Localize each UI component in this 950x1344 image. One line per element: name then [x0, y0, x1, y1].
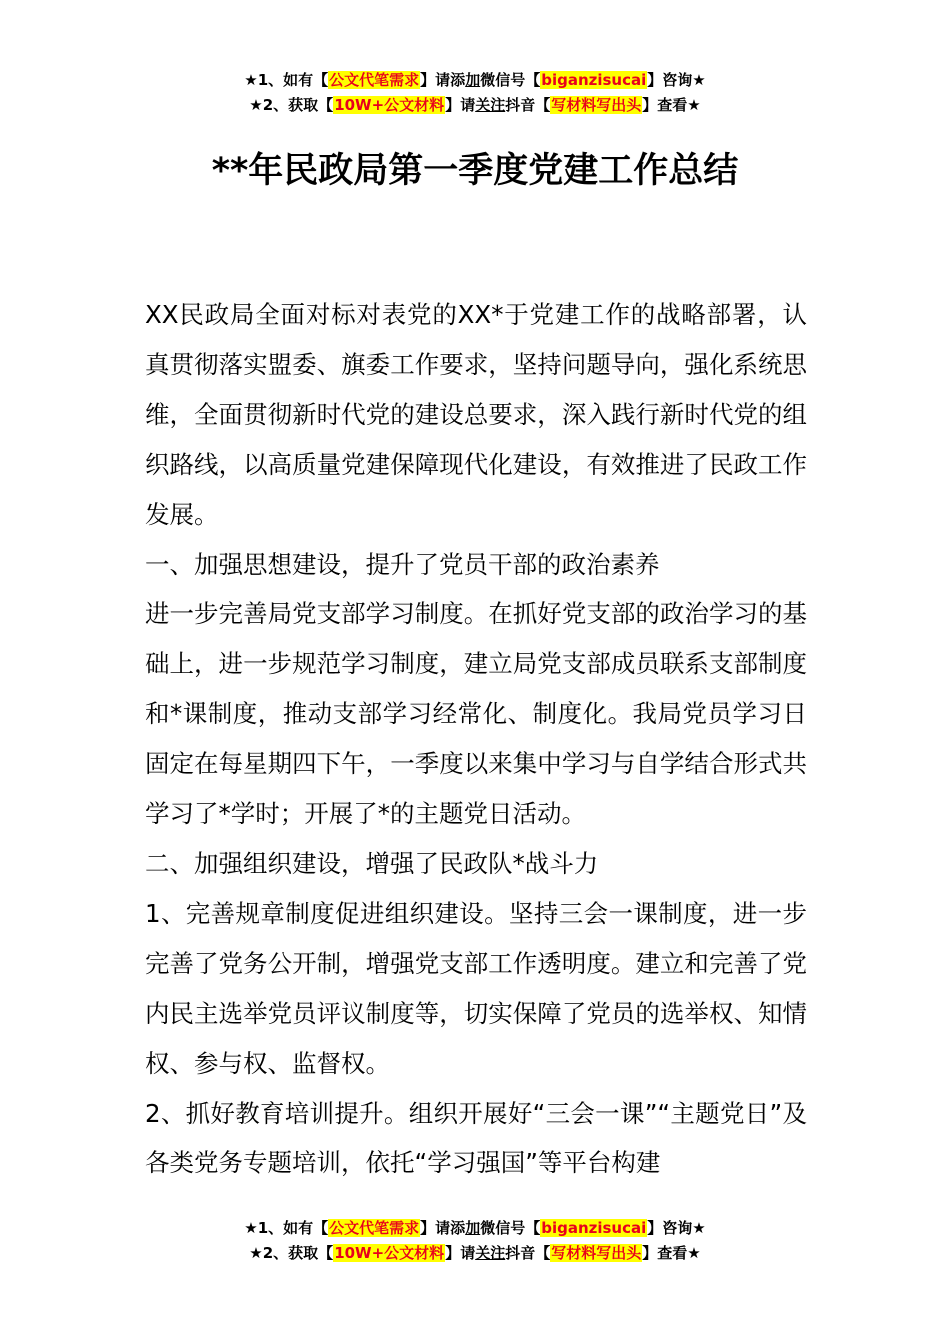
banner-text: ★2、获取【 [249, 96, 334, 114]
banner-line-2 [0, 1241, 950, 1266]
top-banner [0, 68, 950, 118]
banner-text: ★2、获取【 [249, 1244, 334, 1262]
banner-text: 】请添 [420, 1219, 466, 1237]
banner-text: 】查看★ [642, 1244, 701, 1262]
document-title: **年民政局第一季度党建工作总结 [211, 151, 739, 191]
body-paragraph: 1、完善规章制度促进组织建设。坚持三会一课制度，进一步完善了党务公开制，增强党支部工作透明度。建立和完善了党内民主选举党员评议制度等，切实保障了党员的选举权、知情权、参与权、监督权。 [145, 898, 807, 1078]
banner-text: 微信号【 [480, 1219, 541, 1237]
section-heading-1: 一、加强思想建设，提升了党员干部的政治素养 [145, 549, 660, 579]
bottom-banner [0, 1216, 950, 1266]
banner-text: ★1、如有【 [244, 1219, 329, 1237]
body-paragraph: 进一步完善局党支部学习制度。在抓好党支部的政治学习的基础上，进一步规范学习制度，建立局党支部成员联系支部制度和*课制度，推动支部学习经常化、制度化。我局党员学习日固定在每星期四下午，一季度以来集中学习与自学结合形式共学习了*学时；开展了*的主题党日活动。 [145, 599, 807, 829]
banner-highlight: biganzisucai [541, 71, 647, 89]
banner-underline: 加 [465, 1219, 481, 1237]
banner-text: ★1、如有【 [244, 71, 329, 89]
banner-line-1 [0, 68, 950, 93]
banner-text: 抖音【 [505, 96, 551, 114]
banner-text: 】查看★ [642, 96, 701, 114]
banner-text: 】请 [445, 96, 476, 114]
banner-underline: 关注 [475, 96, 506, 114]
body-paragraph: 2、抓好教育培训提升。组织开展好“三会一课”“主题党日”及各类党务专题培训，依托“学习强国”等平台构建 [145, 1098, 807, 1178]
intro-paragraph: XX民政局全面对标对表党的XX*于党建工作的战略部署，认真贯彻落实盟委、旗委工作要求，坚持问题导向，强化系统思维，全面贯彻新时代党的建设总要求，深入践行新时代党的组织路线，以高质量党建保障现代化建设，有效推进了民政工作发展。 [145, 300, 807, 529]
banner-underline: 关注 [475, 1244, 506, 1262]
banner-highlight: 10W+公文材料 [334, 1244, 445, 1262]
banner-text: 】请 [445, 1244, 476, 1262]
banner-line-2 [0, 93, 950, 118]
banner-highlight: biganzisucai [541, 1219, 647, 1237]
banner-highlight: 公文代笔需求 [329, 71, 420, 89]
banner-text: 微信号【 [480, 71, 541, 89]
banner-underline: 加 [465, 71, 481, 89]
banner-text: 抖音【 [505, 1244, 551, 1262]
banner-text: 】咨询★ [647, 71, 706, 89]
banner-line-1 [0, 1216, 950, 1241]
banner-highlight: 公文代笔需求 [329, 1219, 420, 1237]
banner-highlight: 写材料写出头 [551, 1244, 642, 1262]
banner-text: 】请添 [420, 71, 466, 89]
banner-highlight: 10W+公文材料 [334, 96, 445, 114]
banner-highlight: 写材料写出头 [551, 96, 642, 114]
section-heading-2: 二、加强组织建设，增强了民政队*战斗力 [145, 848, 599, 878]
banner-text: 】咨询★ [647, 1219, 706, 1237]
document-body [145, 290, 807, 1188]
